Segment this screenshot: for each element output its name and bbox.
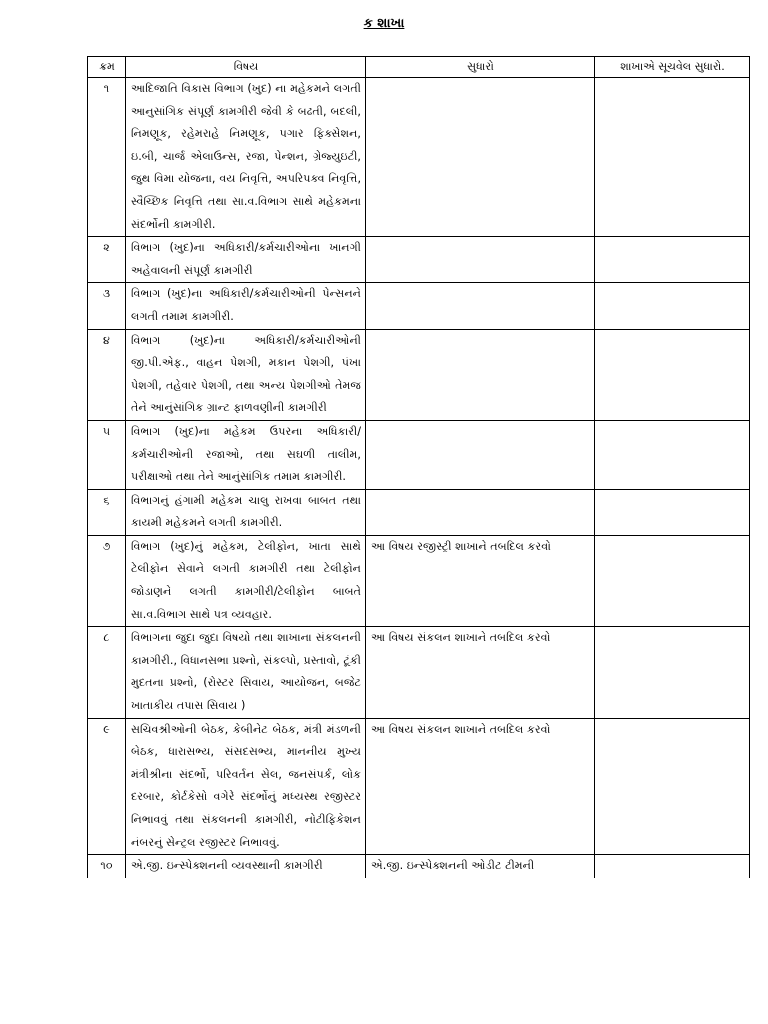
table-row [88,237,750,283]
row-suggestion [366,283,595,329]
row-suggestion: આ વિષય સંકલન શાખાને તબદિલ કરવો [366,627,595,718]
table-row [88,489,750,535]
page-title: ક શાખા [363,16,405,31]
row-number: ૧૦ [88,855,126,878]
row-subject: એ.જી. ઇન્સ્પેક્શનની વ્યવસ્થાની કામગીરી [126,855,366,878]
table-header-row [88,57,750,78]
row-branch-suggestion [595,237,750,283]
row-branch-suggestion [595,420,750,489]
row-subject: વિભાગ (ખુદ)ના અધિકારી/કર્મચારીઓના ખાનગી અહેવાલની સંપૂર્ણ કામગીરી [126,237,366,283]
row-subject: વિભાગનું હંગામી મહેકમ ચાલુ રાખવા બાબત તથા કાયમી મહેકમને લગતી કામગીરી. [126,489,366,535]
table-row [88,627,750,718]
row-number: ૭ [88,535,126,626]
row-subject: વિભાગ (ખુદ)નું મહેકમ, ટેલીફોન, ખાતા સાથે ટેલીફોન સેવાને લગતી કામગીરી તથા ટેલીફોન જોડાણને લગતી કામગીરી/ટેલીફોન બાબતે સા.વ.વિભાગ સાથે પત્ર વ્યવહાર. [126,535,366,626]
row-suggestion [366,78,595,237]
row-suggestion: આ વિષય રજીસ્ટ્રી શાખાને તબદિલ કરવો [366,535,595,626]
row-branch-suggestion [595,718,750,855]
row-number: ૨ [88,237,126,283]
table-row [88,78,750,237]
branch-subject-table [87,56,750,878]
header-suggestion: સુધારો [366,57,595,78]
row-number: ૪ [88,329,126,420]
header-no: ક્રમ [88,57,126,78]
table-row [88,855,750,878]
row-subject: વિભાગ (ખુદ)ના મહેકમ ઉપરના અધિકારી/ કર્મચારીઓની રજાઓ, તથા સઘળી તાલીમ, પરીક્ષાઓ તથા તેને આનુંસાંગિક તમામ કામગીરી. [126,420,366,489]
row-number: ૧ [88,78,126,237]
row-number: ૩ [88,283,126,329]
header-branch-suggestion: શાખાએ સૂચવેલ સુધારો. [595,57,750,78]
row-suggestion [366,237,595,283]
row-subject: વિભાગ (ખુદ)ના અધિકારી/કર્મચારીઓની પેન્સનને લગતી તમામ કામગીરી. [126,283,366,329]
row-branch-suggestion [595,489,750,535]
row-suggestion [366,489,595,535]
row-suggestion: આ વિષય સંકલન શાખાને તબદિલ કરવો [366,718,595,855]
table-row [88,283,750,329]
row-number: ૮ [88,627,126,718]
row-subject: આદિજાતિ વિકાસ વિભાગ (ખુદ) ના મહેકમને લગતી આનુસાંગિક સંપૂર્ણ કામગીરી જેવી કે બઢતી, બદલી, નિમણૂક, રહેમરાહે નિમણૂક, પગાર ફિક્સેશન, ઇ.બી, ચાર્જ એલાઉન્સ, રજા, પેન્શન, ગ્રેજ્યુઇટી, જુથ વિમા યોજના, વય નિવૃત્તિ, અપરિપક્વ નિવૃત્તિ, સ્વૈચ્છિક નિવૃત્તિ તથા સા.વ.વિભાગ સાથે મહેકમના સંદર્ભોની કામગીરી. [126,78,366,237]
row-subject: વિભાગના જુદા જુદા વિષયો તથા શાખાના સંકલનની કામગીરી., વિધાનસભા પ્રશ્નો, સંકલ્પો, પ્રસ્તાવો, ટૂંકી મુદતના પ્રશ્નો, (રોસ્ટર સિવાય, આયોજન, બજેટ ખાતાકીય તપાસ સિવાય ) [126,627,366,718]
row-number: ૯ [88,718,126,855]
row-number: ૬ [88,489,126,535]
row-branch-suggestion [595,78,750,237]
row-branch-suggestion [595,535,750,626]
row-suggestion: એ.જી. ઇન્સ્પેક્શનની ઓડીટ ટીમની [366,855,595,878]
row-branch-suggestion [595,283,750,329]
row-subject: સચિવશ્રીઓની બેઠક, કેબીનેટ બેઠક, મંત્રી મંડળની બેઠક, ધારાસભ્ય, સંસદસભ્ય, માનનીય મુખ્ય મંત્રીશ્રીના સંદર્ભો, પરિવર્તન સેલ, જનસંપર્ક, લોક દરબાર, કોર્ટકેસો વગેરે સંદર્ભોનું મધ્યસ્થ રજીસ્ટર નિભાવવું તથા સંકલનની કામગીરી, નોટીફિકેશન નંબરનું સેન્ટ્રલ રજીસ્ટર નિભાવવું. [126,718,366,855]
row-branch-suggestion [595,627,750,718]
header-subject: વિષય [126,57,366,78]
row-branch-suggestion [595,855,750,878]
row-suggestion [366,329,595,420]
table-row [88,718,750,855]
row-subject: વિભાગ (ખુદ)ના અધિકારી/કર્મચારીઓની જી.પી.એફ., વાહન પેશગી, મકાન પેશગી, પંખા પેશગી, તહેવાર પેશગી, તથા અન્ય પેશગીઓ તેમજ તેને આનુંસાંગિક ગ્રાન્ટ ફાળવણીની કામગીરી [126,329,366,420]
table-row [88,420,750,489]
table-row [88,329,750,420]
row-number: ૫ [88,420,126,489]
row-suggestion [366,420,595,489]
table-row [88,535,750,626]
row-branch-suggestion [595,329,750,420]
